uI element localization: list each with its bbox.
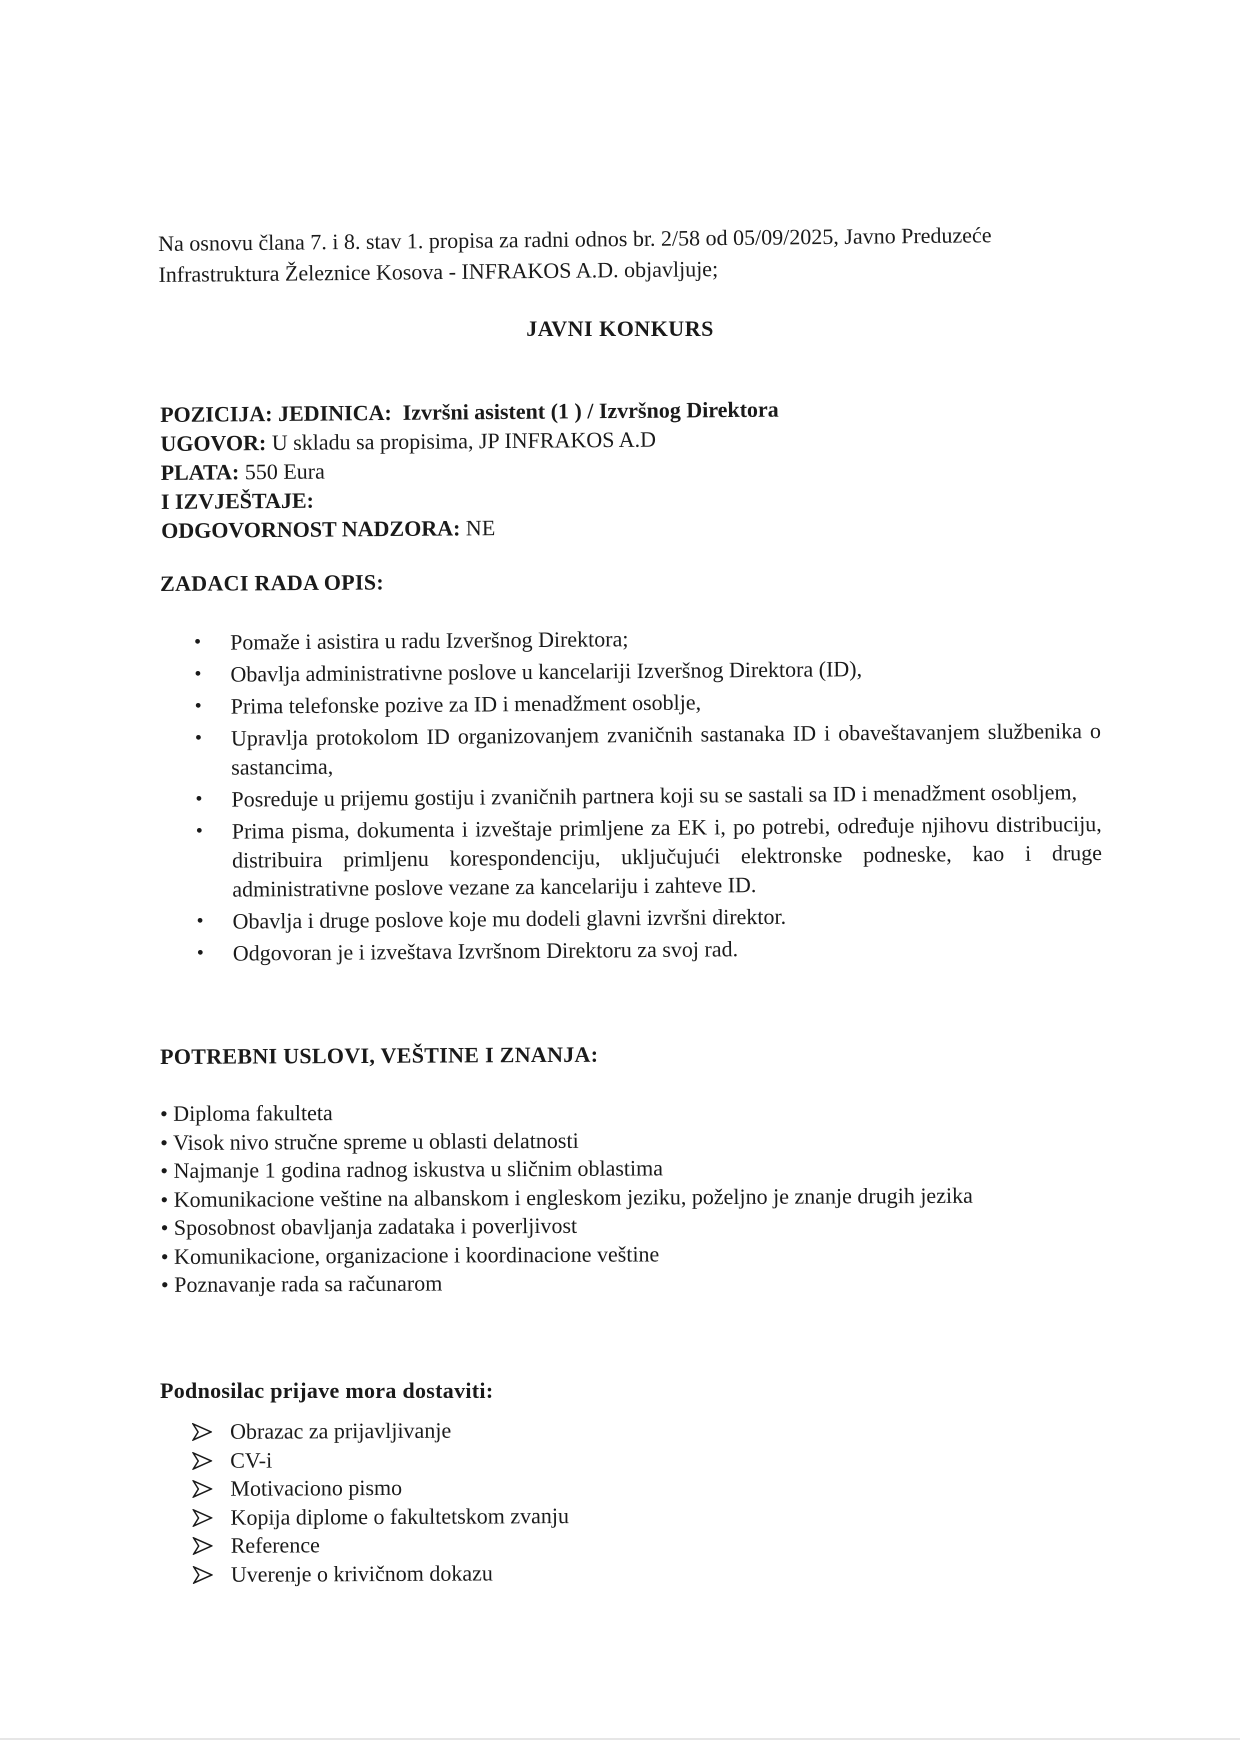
supervision-value: NE	[465, 515, 496, 541]
position-fields	[160, 395, 780, 545]
bullet-icon: •	[194, 694, 202, 717]
list-item: • Obavlja i druge poslove koje mu dodeli glavni izvršni direktor.	[192, 899, 1102, 936]
list-item: • Odgovoran je i izveštava Izvršnom Direktoru za svoj rad.	[193, 931, 1103, 968]
list-item: Obrazac za prijavljivanje	[192, 1416, 569, 1446]
supervision-label: ODGOVORNOST NADZORA:	[161, 515, 461, 543]
list-item: • Komunikacione, organizacione i koordinacione veštine	[160, 1240, 660, 1269]
bullet-icon: •	[194, 630, 202, 653]
bullet-icon: •	[194, 726, 203, 749]
arrowhead-bullet-icon	[193, 1565, 213, 1583]
tasks-list	[190, 620, 1103, 971]
arrowhead-bullet-icon	[193, 1537, 213, 1555]
list-item: • Komunikacione veštine na albanskom i engleskom jeziku, poželjno je znanje drugih jezika	[160, 1182, 973, 1212]
submission-heading: Podnosilac prijave mora dostaviti:	[160, 1378, 494, 1403]
list-item: • Upravlja protokolom ID organizovanjem zvaničnih sastanaka ID i obaveštavanjem službenika o sastancima,	[194, 718, 1102, 780]
list-item: • Sposobnost obavljanja zadataka i poverljivost	[160, 1212, 578, 1240]
arrowhead-bullet-icon	[192, 1480, 212, 1498]
requirements-heading: POTREBNI USLOVI, VEŠTINE I ZNANJA:	[160, 1041, 599, 1069]
list-item: Reference	[193, 1530, 570, 1560]
bullet-icon: •	[195, 819, 203, 842]
intro-paragraph: Na osnovu člana 7. i 8. stav 1. propisa za radni odnos br. 2/58 od 05/09/2025, Javno Preduzeće Infrastruktura Železnice Kosova - INFRAKOS A.D. objavljuje;	[158, 222, 992, 287]
list-item: Motivaciono pismo	[192, 1473, 569, 1503]
list-item: CV-i	[192, 1445, 569, 1475]
position-value: Izvršni asistent (1 ) / Izvršnog Direktora	[402, 396, 779, 425]
list-item: • Prima pisma, dokumenta i izveštaje primljene za EK i, po potrebi, određuje njihovu distribuciju, distribuira primljenu korespondenciju, uključujući elektronske podneske, kao i druge administrativne poslove vezane za kancelariju i zahteve ID.	[195, 811, 1103, 902]
tasks-heading: ZADACI RADA OPIS:	[160, 569, 385, 596]
requirements-list	[160, 1096, 973, 1300]
list-item: • Diploma fakulteta	[160, 1100, 333, 1126]
list-item: Kopija diplome o fakultetskom zvanju	[192, 1502, 569, 1532]
bullet-icon: •	[196, 909, 204, 932]
submission-list	[192, 1416, 569, 1589]
salary-label: PLATA:	[160, 459, 240, 485]
bullet-icon: •	[195, 787, 203, 810]
list-item: • Prima telefonske pozive za ID i menadžment osoblje,	[191, 684, 1101, 721]
contract-value: U skladu sa propisima, JP INFRAKOS A.D	[271, 426, 657, 456]
bullet-icon: •	[194, 662, 202, 685]
position-row	[160, 395, 779, 429]
list-item: Uverenje o krivičnom dokazu	[193, 1559, 570, 1589]
list-item: • Najmanje 1 godina radnog iskustva u sličnim oblastima	[160, 1155, 664, 1183]
list-item: • Pomaže i asistira u radu Izveršnog Direktora;	[190, 620, 1100, 657]
contract-label: UGOVOR:	[160, 430, 267, 456]
supervision-row	[161, 511, 780, 545]
arrowhead-bullet-icon	[192, 1423, 212, 1441]
arrowhead-bullet-icon	[192, 1508, 212, 1526]
list-item: • Visok nivo stručne spreme u oblasti delatnosti	[160, 1127, 579, 1155]
reports-label: I IZVJEŠTAJE:	[160, 487, 315, 514]
position-label: POZICIJA: JEDINICA:	[160, 399, 392, 427]
list-item: • Poznavanje rada sa računarom	[160, 1270, 443, 1297]
bullet-icon: •	[196, 941, 204, 964]
list-item: • Obavlja administrativne poslove u kancelariji Izveršnog Direktora (ID),	[190, 652, 1100, 689]
salary-value: 550 Eura	[244, 458, 325, 485]
document-title: JAVNI KONKURS	[526, 316, 714, 341]
arrowhead-bullet-icon	[192, 1451, 212, 1469]
list-item: • Posreduje u prijemu gostiju i zvaničnih partnera koji su se sastali sa ID i menadžment osobljem,	[191, 777, 1101, 814]
scan-edge-divider	[0, 1738, 1240, 1740]
